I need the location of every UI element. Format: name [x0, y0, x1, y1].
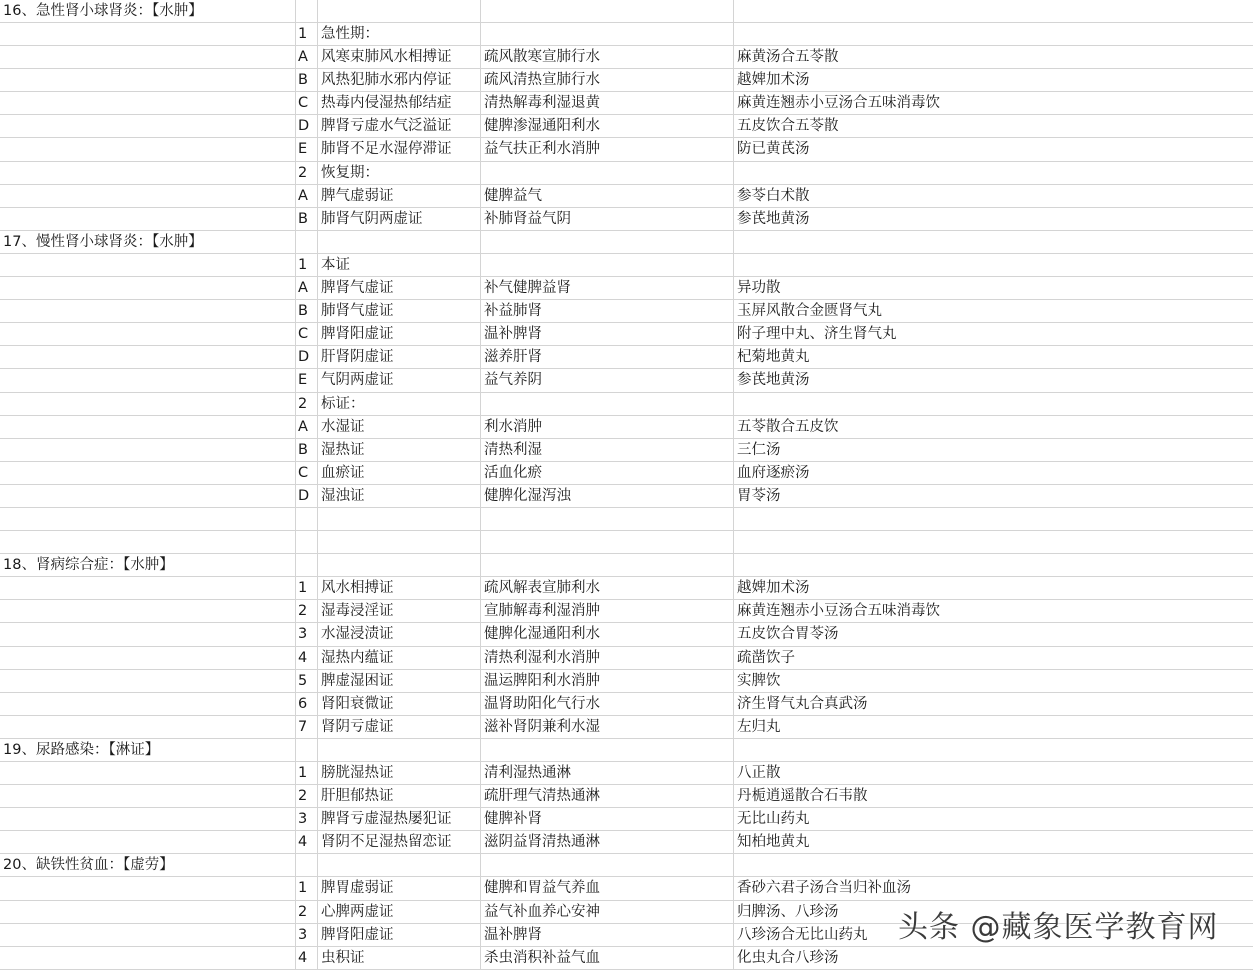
syndrome-cell[interactable] — [318, 0, 481, 22]
section-header-row — [0, 0, 1253, 23]
formula-cell[interactable]: 胃苓汤 — [737, 487, 781, 504]
index-cell[interactable] — [296, 739, 318, 761]
syndrome-cell[interactable]: 风寒束肺风水相搏证 — [318, 46, 481, 68]
index-cell[interactable]: A — [296, 277, 318, 299]
syndrome-cell[interactable]: 脾虚湿困证 — [318, 670, 481, 692]
treatment-method-cell[interactable]: 清热利湿 — [481, 439, 734, 461]
section-title-cell[interactable]: 20、缺铁性贫血：【虚劳】 — [0, 854, 296, 876]
syndrome-cell[interactable] — [318, 739, 481, 761]
syndrome-cell[interactable]: 脾肾阳虚证 — [318, 924, 481, 946]
treatment-method-cell[interactable]: 疏风解表宣肺利水 — [481, 577, 734, 599]
table-row — [0, 138, 1253, 161]
treatment-method-cell[interactable]: 补气健脾益肾 — [481, 277, 734, 299]
index-cell[interactable]: 1 — [296, 254, 318, 276]
cell-a[interactable] — [0, 208, 296, 230]
index-cell[interactable] — [296, 554, 318, 576]
syndrome-cell[interactable] — [318, 854, 481, 876]
treatment-method-cell[interactable]: 益气补血养心安神 — [481, 901, 734, 923]
formula-cell[interactable]: 越婢加术汤 — [737, 72, 810, 89]
table-row — [0, 600, 1253, 623]
cell-a[interactable] — [0, 23, 296, 45]
syndrome-cell[interactable]: 湿毒浸淫证 — [318, 600, 481, 622]
cell-a[interactable] — [0, 138, 296, 160]
treatment-method-cell[interactable] — [481, 162, 734, 184]
treatment-method-cell[interactable] — [481, 0, 734, 22]
formula-cell[interactable] — [734, 23, 1253, 45]
formula-cell[interactable]: 疏凿饮子 — [737, 649, 795, 666]
cell-a[interactable] — [0, 877, 296, 899]
subheading-cell[interactable]: 急性期： — [318, 23, 481, 45]
cell-a[interactable] — [0, 785, 296, 807]
cell-a[interactable] — [0, 670, 296, 692]
treatment-method-cell[interactable] — [481, 854, 734, 876]
section-title-cell[interactable]: 16、急性肾小球肾炎：【水肿】 — [0, 0, 296, 22]
syndrome-cell[interactable] — [318, 554, 481, 576]
index-cell[interactable]: 6 — [296, 693, 318, 715]
table-row — [0, 508, 1253, 531]
syndrome-cell[interactable]: 脾胃虚弱证 — [318, 877, 481, 899]
table-row — [0, 531, 1253, 554]
table-row — [0, 831, 1253, 854]
table-row — [0, 785, 1253, 808]
formula-cell[interactable]: 参芪地黄汤 — [737, 210, 810, 227]
syndrome-cell[interactable]: 肺肾气虚证 — [318, 300, 481, 322]
index-cell[interactable]: 1 — [296, 877, 318, 899]
section-header-row — [0, 554, 1253, 577]
treatment-method-cell[interactable]: 益气扶正利水消肿 — [481, 138, 734, 160]
table-row — [0, 462, 1253, 485]
index-cell[interactable]: A — [296, 46, 318, 68]
formula-cell[interactable]: 五皮饮合胃苓汤 — [737, 626, 839, 643]
formula-cell[interactable]: 化虫丸合八珍汤 — [737, 949, 839, 966]
syndrome-cell[interactable]: 肝胆郁热证 — [318, 785, 481, 807]
syndrome-cell[interactable] — [318, 231, 481, 253]
cell-a[interactable] — [0, 393, 296, 415]
syndrome-cell[interactable]: 肝肾阴虚证 — [318, 346, 481, 368]
table-row — [0, 693, 1253, 716]
subheading-cell[interactable]: 标证： — [318, 393, 481, 415]
syndrome-cell[interactable]: 肺肾气阴两虚证 — [318, 208, 481, 230]
treatment-method-cell[interactable]: 清利湿热通淋 — [481, 762, 734, 784]
subheading-cell[interactable]: 恢复期： — [318, 162, 481, 184]
index-cell[interactable]: 3 — [296, 924, 318, 946]
index-cell[interactable]: 7 — [296, 716, 318, 738]
treatment-method-cell[interactable]: 清热解毒利湿退黄 — [481, 92, 734, 114]
cell-a[interactable] — [0, 693, 296, 715]
formula-cell[interactable]: 附子理中丸、济生肾气丸 — [737, 326, 897, 343]
index-cell[interactable] — [296, 0, 318, 22]
syndrome-cell[interactable]: 水湿证 — [318, 416, 481, 438]
syndrome-cell[interactable]: 肾阴亏虚证 — [318, 716, 481, 738]
treatment-method-cell[interactable]: 健脾补肾 — [481, 808, 734, 830]
syndrome-cell[interactable]: 心脾两虚证 — [318, 901, 481, 923]
formula-cell[interactable]: 八珍汤合无比山药丸 — [737, 926, 868, 943]
table-row — [0, 877, 1253, 900]
table-row — [0, 647, 1253, 670]
index-cell[interactable]: 2 — [296, 785, 318, 807]
formula-cell[interactable]: 无比山药丸 — [737, 811, 810, 828]
index-cell[interactable]: 2 — [296, 600, 318, 622]
treatment-method-cell[interactable]: 温补脾肾 — [481, 323, 734, 345]
section-title-cell[interactable]: 19、尿路感染：【淋证】 — [0, 739, 296, 761]
syndrome-cell[interactable]: 水湿浸渍证 — [318, 623, 481, 645]
cell-a[interactable] — [0, 600, 296, 622]
treatment-method-cell[interactable]: 清热利湿利水消肿 — [481, 647, 734, 669]
table-row — [0, 254, 1253, 277]
index-cell[interactable]: 3 — [296, 623, 318, 645]
treatment-method-cell[interactable] — [481, 531, 734, 553]
cell-a[interactable] — [0, 808, 296, 830]
index-cell[interactable]: 1 — [296, 577, 318, 599]
cell-a[interactable] — [0, 69, 296, 91]
formula-cell[interactable] — [734, 531, 1253, 553]
formula-cell[interactable] — [734, 508, 1253, 530]
formula-cell[interactable]: 香砂六君子汤合当归补血汤 — [737, 880, 911, 897]
syndrome-cell[interactable]: 气阴两虚证 — [318, 369, 481, 391]
index-cell[interactable]: E — [296, 369, 318, 391]
formula-cell[interactable]: 血府逐瘀汤 — [737, 464, 810, 481]
section-header-row — [0, 854, 1253, 877]
treatment-method-cell[interactable]: 健脾化湿泻浊 — [481, 485, 734, 507]
formula-cell[interactable]: 归脾汤、八珍汤 — [737, 903, 839, 920]
cell-a[interactable] — [0, 485, 296, 507]
table-row — [0, 577, 1253, 600]
table-row — [0, 439, 1253, 462]
treatment-method-cell[interactable] — [481, 393, 734, 415]
cell-a[interactable] — [0, 300, 296, 322]
table-row — [0, 670, 1253, 693]
formula-cell[interactable]: 越婢加术汤 — [737, 580, 810, 597]
cell-a[interactable] — [0, 416, 296, 438]
table-row — [0, 92, 1253, 115]
formula-cell[interactable] — [734, 162, 1253, 184]
index-cell[interactable]: B — [296, 439, 318, 461]
cell-a[interactable] — [0, 46, 296, 68]
section-title-cell[interactable]: 18、肾病综合症：【水肿】 — [0, 554, 296, 576]
table-row — [0, 185, 1253, 208]
syndrome-cell[interactable]: 肺肾不足水湿停滞证 — [318, 138, 481, 160]
cell-a[interactable] — [0, 508, 296, 530]
table-row — [0, 346, 1253, 369]
formula-cell[interactable]: 济生肾气丸合真武汤 — [737, 695, 868, 712]
treatment-method-cell[interactable]: 健脾和胃益气养血 — [481, 877, 734, 899]
cell-a[interactable] — [0, 254, 296, 276]
index-cell[interactable]: B — [296, 300, 318, 322]
syndrome-cell[interactable]: 脾肾亏虚湿热屡犯证 — [318, 808, 481, 830]
index-cell[interactable]: D — [296, 485, 318, 507]
index-cell[interactable]: C — [296, 462, 318, 484]
cell-a[interactable] — [0, 531, 296, 553]
table-row — [0, 300, 1253, 323]
treatment-method-cell[interactable]: 活血化瘀 — [481, 462, 734, 484]
treatment-method-cell[interactable]: 疏肝理气清热通淋 — [481, 785, 734, 807]
index-cell[interactable]: B — [296, 69, 318, 91]
cell-a[interactable] — [0, 762, 296, 784]
treatment-method-cell[interactable]: 健脾益气 — [481, 185, 734, 207]
treatment-method-cell[interactable]: 宣肺解毒利湿消肿 — [481, 600, 734, 622]
treatment-method-cell[interactable]: 杀虫消积补益气血 — [481, 947, 734, 969]
formula-cell[interactable]: 八正散 — [737, 765, 781, 781]
cell-a[interactable] — [0, 323, 296, 345]
cell-a[interactable] — [0, 277, 296, 299]
formula-cell[interactable]: 麻黄连翘赤小豆汤合五味消毒饮 — [737, 603, 940, 620]
table-row — [0, 69, 1253, 92]
cell-a[interactable] — [0, 462, 296, 484]
cell-a[interactable] — [0, 623, 296, 645]
cell-a[interactable] — [0, 947, 296, 969]
index-cell[interactable]: E — [296, 138, 318, 160]
index-cell[interactable]: 2 — [296, 162, 318, 184]
table-row — [0, 277, 1253, 300]
index-cell[interactable]: 4 — [296, 831, 318, 853]
formula-cell[interactable]: 知柏地黄丸 — [737, 834, 810, 851]
treatment-method-cell[interactable] — [481, 554, 734, 576]
table-row — [0, 762, 1253, 785]
treatment-method-cell[interactable]: 温运脾阳利水消肿 — [481, 670, 734, 692]
formula-cell[interactable]: 五皮饮合五苓散 — [737, 118, 839, 135]
cell-a[interactable] — [0, 647, 296, 669]
index-cell[interactable]: A — [296, 185, 318, 207]
index-cell[interactable]: 1 — [296, 23, 318, 45]
cell-a[interactable] — [0, 185, 296, 207]
formula-cell[interactable]: 参苓白术散 — [737, 187, 810, 204]
formula-cell[interactable]: 丹栀逍遥散合石韦散 — [737, 788, 868, 805]
formula-cell[interactable] — [734, 739, 1253, 761]
index-cell[interactable] — [296, 508, 318, 530]
index-cell[interactable]: 3 — [296, 808, 318, 830]
formula-cell[interactable]: 参芪地黄汤 — [737, 372, 810, 389]
syndrome-cell[interactable]: 虫积证 — [318, 947, 481, 969]
formula-cell[interactable] — [734, 554, 1253, 576]
formula-cell[interactable]: 五苓散合五皮饮 — [737, 418, 839, 435]
table-row — [0, 162, 1253, 185]
formula-cell[interactable] — [734, 393, 1253, 415]
cell-a[interactable] — [0, 162, 296, 184]
treatment-method-cell[interactable] — [481, 23, 734, 45]
syndrome-cell[interactable]: 热毒内侵湿热郁结症 — [318, 92, 481, 114]
table-row — [0, 208, 1253, 231]
treatment-method-cell[interactable] — [481, 254, 734, 276]
treatment-method-cell[interactable] — [481, 739, 734, 761]
index-cell[interactable]: D — [296, 346, 318, 368]
cell-a[interactable] — [0, 369, 296, 391]
table-row — [0, 416, 1253, 439]
treatment-method-cell[interactable]: 益气养阴 — [481, 369, 734, 391]
index-cell[interactable]: A — [296, 416, 318, 438]
treatment-method-cell[interactable] — [481, 231, 734, 253]
index-cell[interactable] — [296, 531, 318, 553]
index-cell[interactable]: 4 — [296, 647, 318, 669]
table-row — [0, 23, 1253, 46]
cell-a[interactable] — [0, 831, 296, 853]
cell-a[interactable] — [0, 92, 296, 114]
treatment-method-cell[interactable]: 健脾化湿通阳利水 — [481, 623, 734, 645]
index-cell[interactable]: D — [296, 115, 318, 137]
subheading-cell[interactable]: 本证 — [318, 254, 481, 276]
cell-a[interactable] — [0, 924, 296, 946]
syndrome-cell[interactable]: 脾肾气虚证 — [318, 277, 481, 299]
cell-a[interactable] — [0, 577, 296, 599]
formula-cell[interactable]: 左归丸 — [737, 718, 781, 735]
index-cell[interactable]: 2 — [296, 393, 318, 415]
formula-cell[interactable]: 异功散 — [737, 280, 781, 297]
syndrome-cell[interactable]: 风热犯肺水邪内停证 — [318, 69, 481, 91]
index-cell[interactable]: 2 — [296, 901, 318, 923]
syndrome-cell[interactable] — [318, 508, 481, 530]
formula-cell[interactable] — [734, 231, 1253, 253]
watermark-text: 头条 @藏象医学教育网 — [898, 910, 1219, 945]
syndrome-cell[interactable]: 血瘀证 — [318, 462, 481, 484]
syndrome-cell[interactable]: 湿热证 — [318, 439, 481, 461]
table-row — [0, 947, 1253, 970]
syndrome-cell[interactable]: 脾肾阳虚证 — [318, 323, 481, 345]
formula-cell[interactable]: 防已黄芪汤 — [737, 141, 810, 158]
table-row — [0, 369, 1253, 392]
syndrome-cell[interactable]: 风水相搏证 — [318, 577, 481, 599]
index-cell[interactable]: C — [296, 323, 318, 345]
table-row — [0, 115, 1253, 138]
treatment-method-cell[interactable]: 健脾渗湿通阳利水 — [481, 115, 734, 137]
section-header-row — [0, 231, 1253, 254]
formula-cell[interactable]: 麻黄汤合五苓散 — [737, 49, 839, 66]
syndrome-cell[interactable] — [318, 531, 481, 553]
index-cell[interactable]: C — [296, 92, 318, 114]
formula-cell[interactable]: 三仁汤 — [737, 441, 781, 458]
treatment-method-cell[interactable]: 温补脾肾 — [481, 924, 734, 946]
treatment-method-cell[interactable]: 滋补肾阴兼利水湿 — [481, 716, 734, 738]
table-row — [0, 623, 1253, 646]
treatment-method-cell[interactable]: 利水消肿 — [481, 416, 734, 438]
treatment-method-cell[interactable]: 滋养肝肾 — [481, 346, 734, 368]
treatment-method-cell[interactable]: 疏风清热宣肺行水 — [481, 69, 734, 91]
index-cell[interactable] — [296, 231, 318, 253]
syndrome-cell[interactable]: 脾气虚弱证 — [318, 185, 481, 207]
section-title-cell[interactable]: 17、慢性肾小球肾炎：【水肿】 — [0, 231, 296, 253]
table-row — [0, 323, 1253, 346]
cell-a[interactable] — [0, 439, 296, 461]
cell-a[interactable] — [0, 346, 296, 368]
index-cell[interactable]: 5 — [296, 670, 318, 692]
formula-cell[interactable]: 玉屏风散合金匮肾气丸 — [737, 303, 882, 320]
index-cell[interactable] — [296, 854, 318, 876]
formula-cell[interactable]: 杞菊地黄丸 — [737, 349, 810, 366]
syndrome-cell[interactable]: 湿浊证 — [318, 485, 481, 507]
syndrome-cell[interactable]: 肾阳衰微证 — [318, 693, 481, 715]
table-row — [0, 46, 1253, 69]
treatment-method-cell[interactable] — [481, 508, 734, 530]
formula-cell[interactable] — [734, 254, 1253, 276]
index-cell[interactable]: 4 — [296, 947, 318, 969]
formula-cell[interactable]: 实脾饮 — [737, 672, 781, 689]
index-cell[interactable]: B — [296, 208, 318, 230]
syndrome-cell[interactable]: 肾阴不足湿热留恋证 — [318, 831, 481, 853]
index-cell[interactable]: 1 — [296, 762, 318, 784]
cell-a[interactable] — [0, 901, 296, 923]
cell-a[interactable] — [0, 115, 296, 137]
treatment-method-cell[interactable]: 温肾助阳化气行水 — [481, 693, 734, 715]
table-row — [0, 485, 1253, 508]
treatment-method-cell[interactable]: 滋阴益肾清热通淋 — [481, 831, 734, 853]
treatment-method-cell[interactable]: 补益肺肾 — [481, 300, 734, 322]
syndrome-cell[interactable]: 脾肾亏虚水气泛溢证 — [318, 115, 481, 137]
syndrome-cell[interactable]: 膀胱湿热证 — [318, 762, 481, 784]
syndrome-cell[interactable]: 湿热内蕴证 — [318, 647, 481, 669]
formula-cell[interactable] — [734, 0, 1253, 22]
formula-cell[interactable]: 麻黄连翘赤小豆汤合五味消毒饮 — [737, 95, 940, 112]
cell-a[interactable] — [0, 716, 296, 738]
table-row — [0, 393, 1253, 416]
treatment-method-cell[interactable]: 补肺肾益气阴 — [481, 208, 734, 230]
treatment-method-cell[interactable]: 疏风散寒宣肺行水 — [481, 46, 734, 68]
section-header-row — [0, 739, 1253, 762]
table-row — [0, 808, 1253, 831]
formula-cell[interactable] — [734, 854, 1253, 876]
table-row — [0, 716, 1253, 739]
